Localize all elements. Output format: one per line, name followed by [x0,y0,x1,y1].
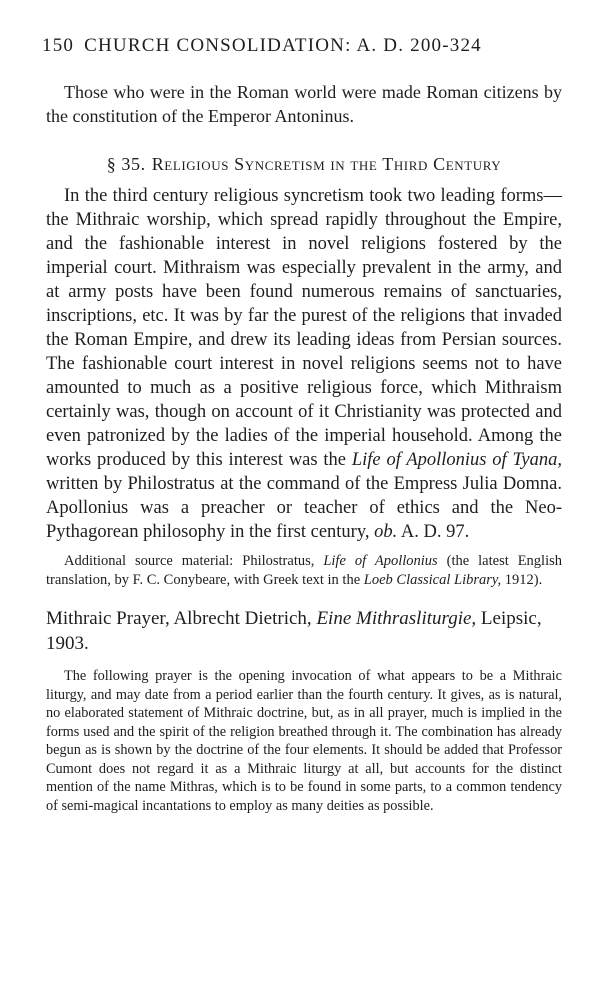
main-paragraph-text-3: A. D. 97. [400,522,470,542]
source-note [46,552,562,590]
source-note-series-title: Loeb Classical Library, [363,572,502,588]
source-note-prefix: Additional source material: Philostratus, [64,553,315,569]
running-header [42,34,562,58]
section-heading [46,152,562,176]
document-heading [46,606,562,656]
main-paragraph [46,184,562,544]
main-paragraph-text-1: In the third century religious syncretism took two leading forms—the Mithraic worship, which spread rapidly throughout the Empire, and the fashionable interest in novel religions fostered by the imperial court. Mithraism was especially prevalent in the army, and at army posts have been found numerous remains of sanctuaries, inscriptions, etc. It was by far the purest of the religions that invaded the Roman Empire, and drew its leading ideas from Persian sources. The fashionable court interest in novel religions seems not to have amounted to much as a positive religious force, which Mithraism certainly was, though on account of it Christianity was protected and even patronized by the ladies of the imperial household. Among the works produced by this interest was the [46,186,562,470]
page-number: 150 [42,35,75,56]
book-page [42,34,563,815]
source-note-suffix: 1912). [504,572,543,588]
main-paragraph-work-title: Life of Apollonius of Tyana, [351,450,563,470]
source-note-work-title: Life of Apollonius [323,553,438,569]
main-paragraph-text-2: written by Philostratus at the command of the Empress Julia Domna. Apollonius was a preacher or teacher of ethics and the Neo-Pythagorean philosophy in the first century, [46,474,562,542]
document-heading-work-title: Eine Mithrasliturgie, [316,608,477,629]
section-title: Religious Syncretism in the Third Century [151,154,502,174]
source-note-middle: (the latest English translation, by F. C. Conybeare, with Greek text in the [46,553,563,588]
section-number: § 35. [106,154,146,174]
document-heading-prefix: Mithraic Prayer, Albrecht Dietrich, [46,608,312,629]
document-heading-suffix: Leipsic, 1903. [46,608,542,654]
main-paragraph-obit: ob. [374,522,398,542]
lead-paragraph: Those who were in the Roman world were made Roman citizens by the constitution of the Emperor Antoninus. [46,82,562,126]
running-title: CHURCH CONSOLIDATION: A. D. 200-324 [84,35,482,56]
intro-paragraph: The following prayer is the opening invocation of what appears to be a Mithraic liturgy, and may date from a period earlier than the fourth century. It gives, as is natural, no elaborated statement of Mithraic doctrine, but, as in all prayer, much is implied in the forms used and the spirit of the religion breathed through it. The combination has already begun as is shown by the doctrine of the four elements. It should be added that Professor Cumont does not regard it as a Mithraic liturgy at all, but accounts for the distinct mention of the name Mithras, which is to be found in some parts, to a common tendency of semi-magical incantations to employ as many deities as possible. [46,668,562,814]
